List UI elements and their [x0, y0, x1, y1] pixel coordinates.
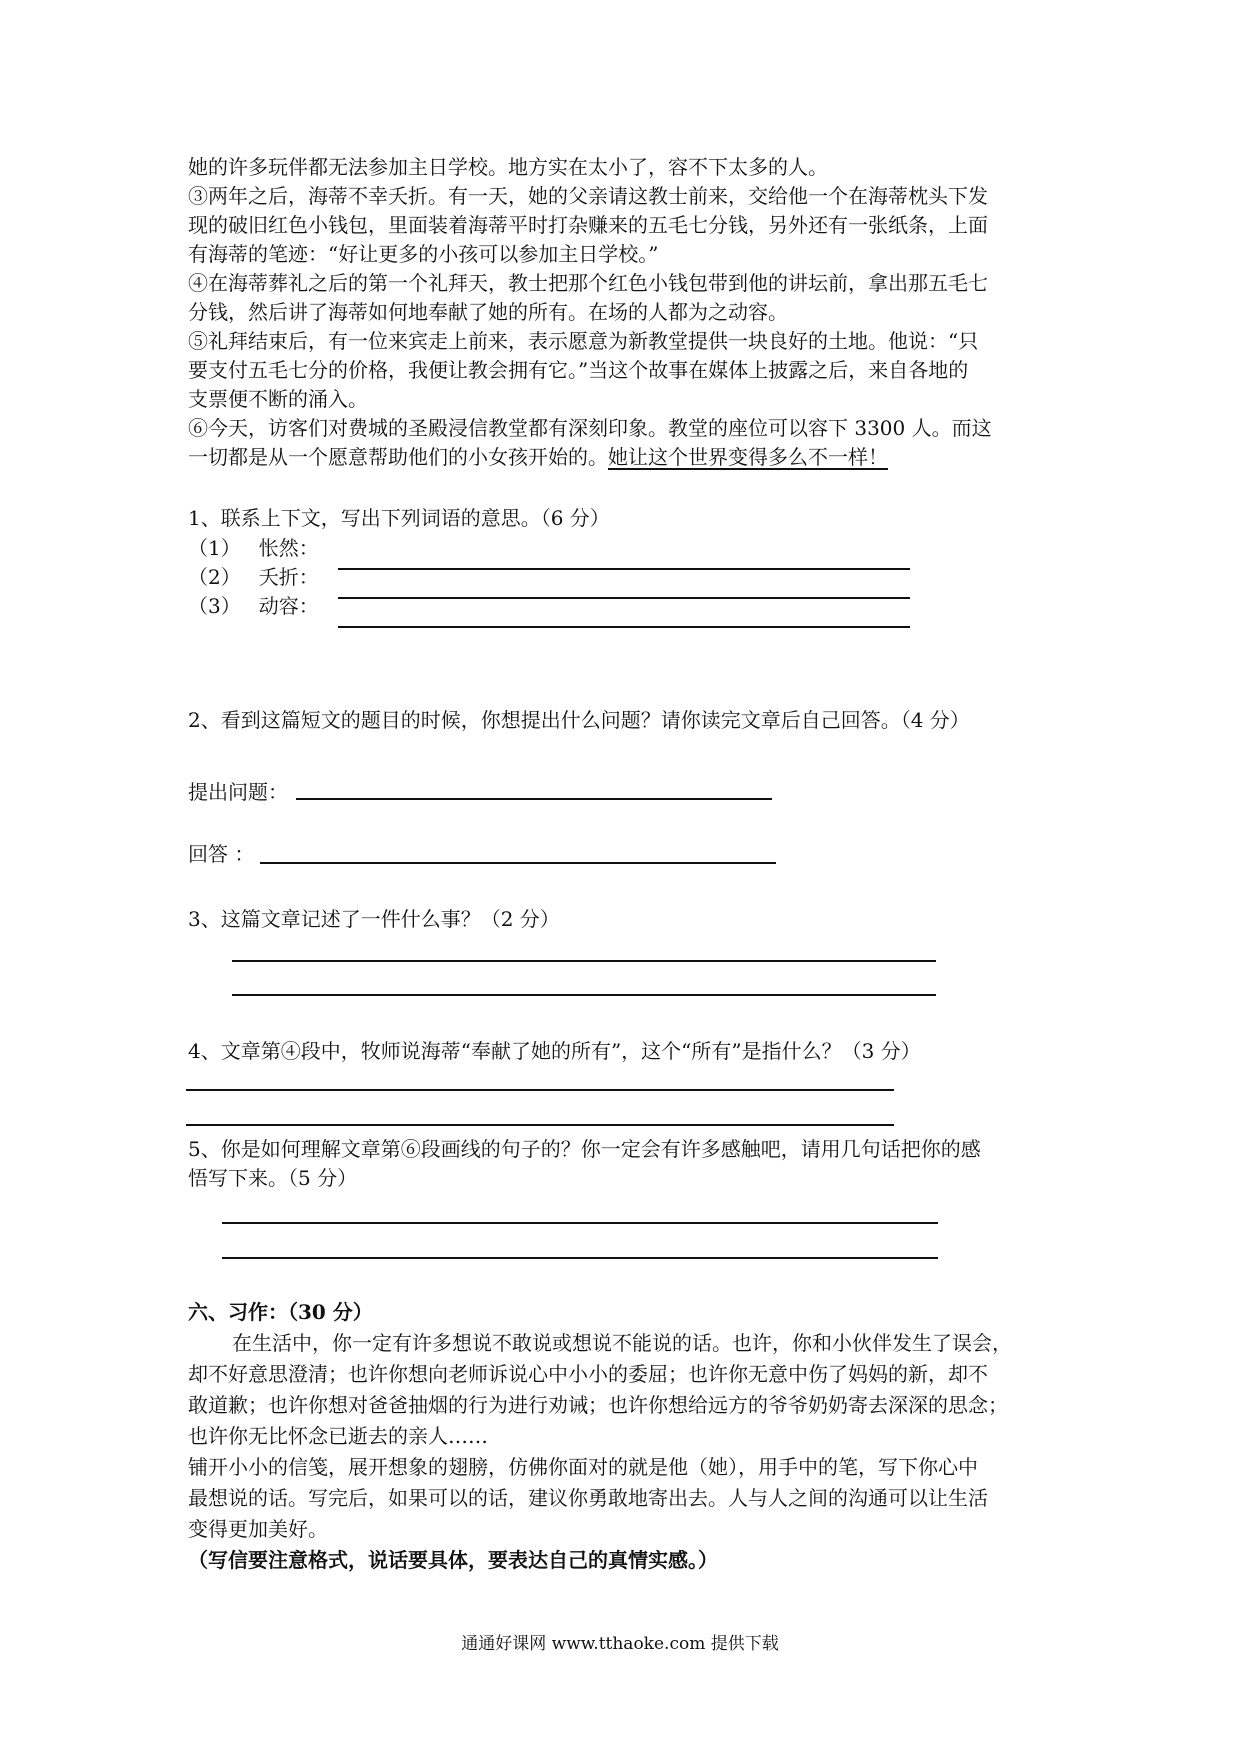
q4-prompt: 4、文章第④段中，牧师说海蒂“奉献了她的所有”，这个“所有”是指什么？（3 分）	[188, 1039, 921, 1063]
q1-item-word: 怅然：	[258, 536, 319, 560]
answer-line[interactable]	[232, 994, 936, 996]
q1-item	[188, 561, 319, 593]
passage-line: ③两年之后，海蒂不幸夭折。有一天，她的父亲请这教士前来，交给他一个在海蒂枕头下发	[188, 184, 988, 208]
answer-line[interactable]	[338, 568, 910, 570]
composition-note: （写信要注意格式，说话要具体，要表达自己的真情实感。）	[188, 1548, 718, 1572]
answer-line[interactable]	[222, 1257, 938, 1259]
answer-line[interactable]	[186, 1089, 894, 1091]
composition-line: 敢道歉；也许你想对爸爸抽烟的行为进行劝诫；也许你想给远方的爷爷奶奶寄去深深的思念；	[188, 1393, 1008, 1417]
q2-prompt: 2、看到这篇短文的题目的时候，你想提出什么问题？请你读完文章后自己回答。（4 分）	[188, 708, 970, 732]
q3-prompt: 3、这篇文章记述了一件什么事？（2 分）	[188, 907, 560, 931]
q5-prompt: 5、你是如何理解文章第⑥段画线的句子的？你一定会有许多感触吧，请用几句话把你的感	[188, 1137, 981, 1161]
passage-line: 有海蒂的笔迹：“好让更多的小孩可以参加主日学校。”	[188, 242, 659, 266]
q1-item-word: 夭折：	[258, 565, 319, 589]
composition-line: 却不好意思澄清；也许你想向老师诉说心中小小的委屈；也许你无意中伤了妈妈的新，却不	[188, 1362, 988, 1386]
passage-last-line	[188, 441, 888, 473]
q1-item	[188, 590, 319, 622]
composition-line: 变得更加美好。	[188, 1517, 328, 1541]
passage-line: 支票便不断的涌入。	[188, 387, 368, 411]
passage-line: ④在海蒂葬礼之后的第一个礼拜天，教士把那个红色小钱包带到他的讲坛前，拿出那五毛七	[188, 271, 988, 295]
composition-line: 在生活中，你一定有许多想说不敢说或想说不能说的话。也许，你和小伙伴发生了误会，	[232, 1331, 1012, 1355]
underlined-sentence: 她让这个世界变得多么不一样！	[608, 445, 888, 469]
answer-line[interactable]	[296, 798, 772, 800]
passage-line: 现的破旧红色小钱包，里面装着海蒂平时打杂赚来的五毛七分钱，另外还有一张纸条，上面	[188, 213, 988, 237]
passage-line: ⑤礼拜结束后，有一位来宾走上前来，表示愿意为新教堂提供一块良好的土地。他说：“只	[188, 329, 979, 353]
answer-line[interactable]	[232, 960, 936, 962]
answer-line[interactable]	[260, 862, 776, 864]
q1-item	[188, 532, 319, 564]
composition-line: 铺开小小的信笺，展开想象的翅膀，仿佛你面对的就是他（她），用手中的笔，写下你心中	[188, 1455, 978, 1479]
q1-prompt: 1、联系上下文，写出下列词语的意思。（6 分）	[188, 506, 610, 530]
q1-item-word: 动容：	[258, 594, 319, 618]
q2-ask-label: 提出问题：	[188, 780, 288, 804]
answer-line[interactable]	[338, 626, 910, 628]
page-footer: 通通好课网 www.tthaoke.com 提供下载	[461, 1634, 779, 1654]
composition-heading: 六、习作：（30 分）	[188, 1300, 373, 1324]
answer-line[interactable]	[338, 597, 910, 599]
passage-last-plain: 一切都是从一个愿意帮助他们的小女孩开始的。	[188, 445, 608, 469]
q2-answer-label: 回答 ：	[188, 842, 255, 866]
answer-line[interactable]	[222, 1222, 938, 1224]
composition-line: 最想说的话。写完后，如果可以的话，建议你勇敢地寄出去。人与人之间的沟通可以让生活	[188, 1486, 988, 1510]
answer-line[interactable]	[186, 1124, 894, 1126]
passage-line: 她的许多玩伴都无法参加主日学校。地方实在太小了，容不下太多的人。	[188, 155, 828, 179]
q1-item-num: （3）	[188, 594, 241, 618]
passage-line: 分钱，然后讲了海蒂如何地奉献了她的所有。在场的人都为之动容。	[188, 300, 788, 324]
passage-line: 要支付五毛七分的价格，我便让教会拥有它。”当这个故事在媒体上披露之后，来自各地的	[188, 358, 969, 382]
passage-line: ⑥今天，访客们对费城的圣殿浸信教堂都有深刻印象。教堂的座位可以容下 3300 人。而这	[188, 416, 992, 440]
composition-line: 也许你无比怀念已逝去的亲人……	[188, 1424, 488, 1448]
q1-item-num: （1）	[188, 536, 241, 560]
q1-item-num: （2）	[188, 565, 241, 589]
q5-prompt: 悟写下来。（5 分）	[188, 1166, 358, 1190]
